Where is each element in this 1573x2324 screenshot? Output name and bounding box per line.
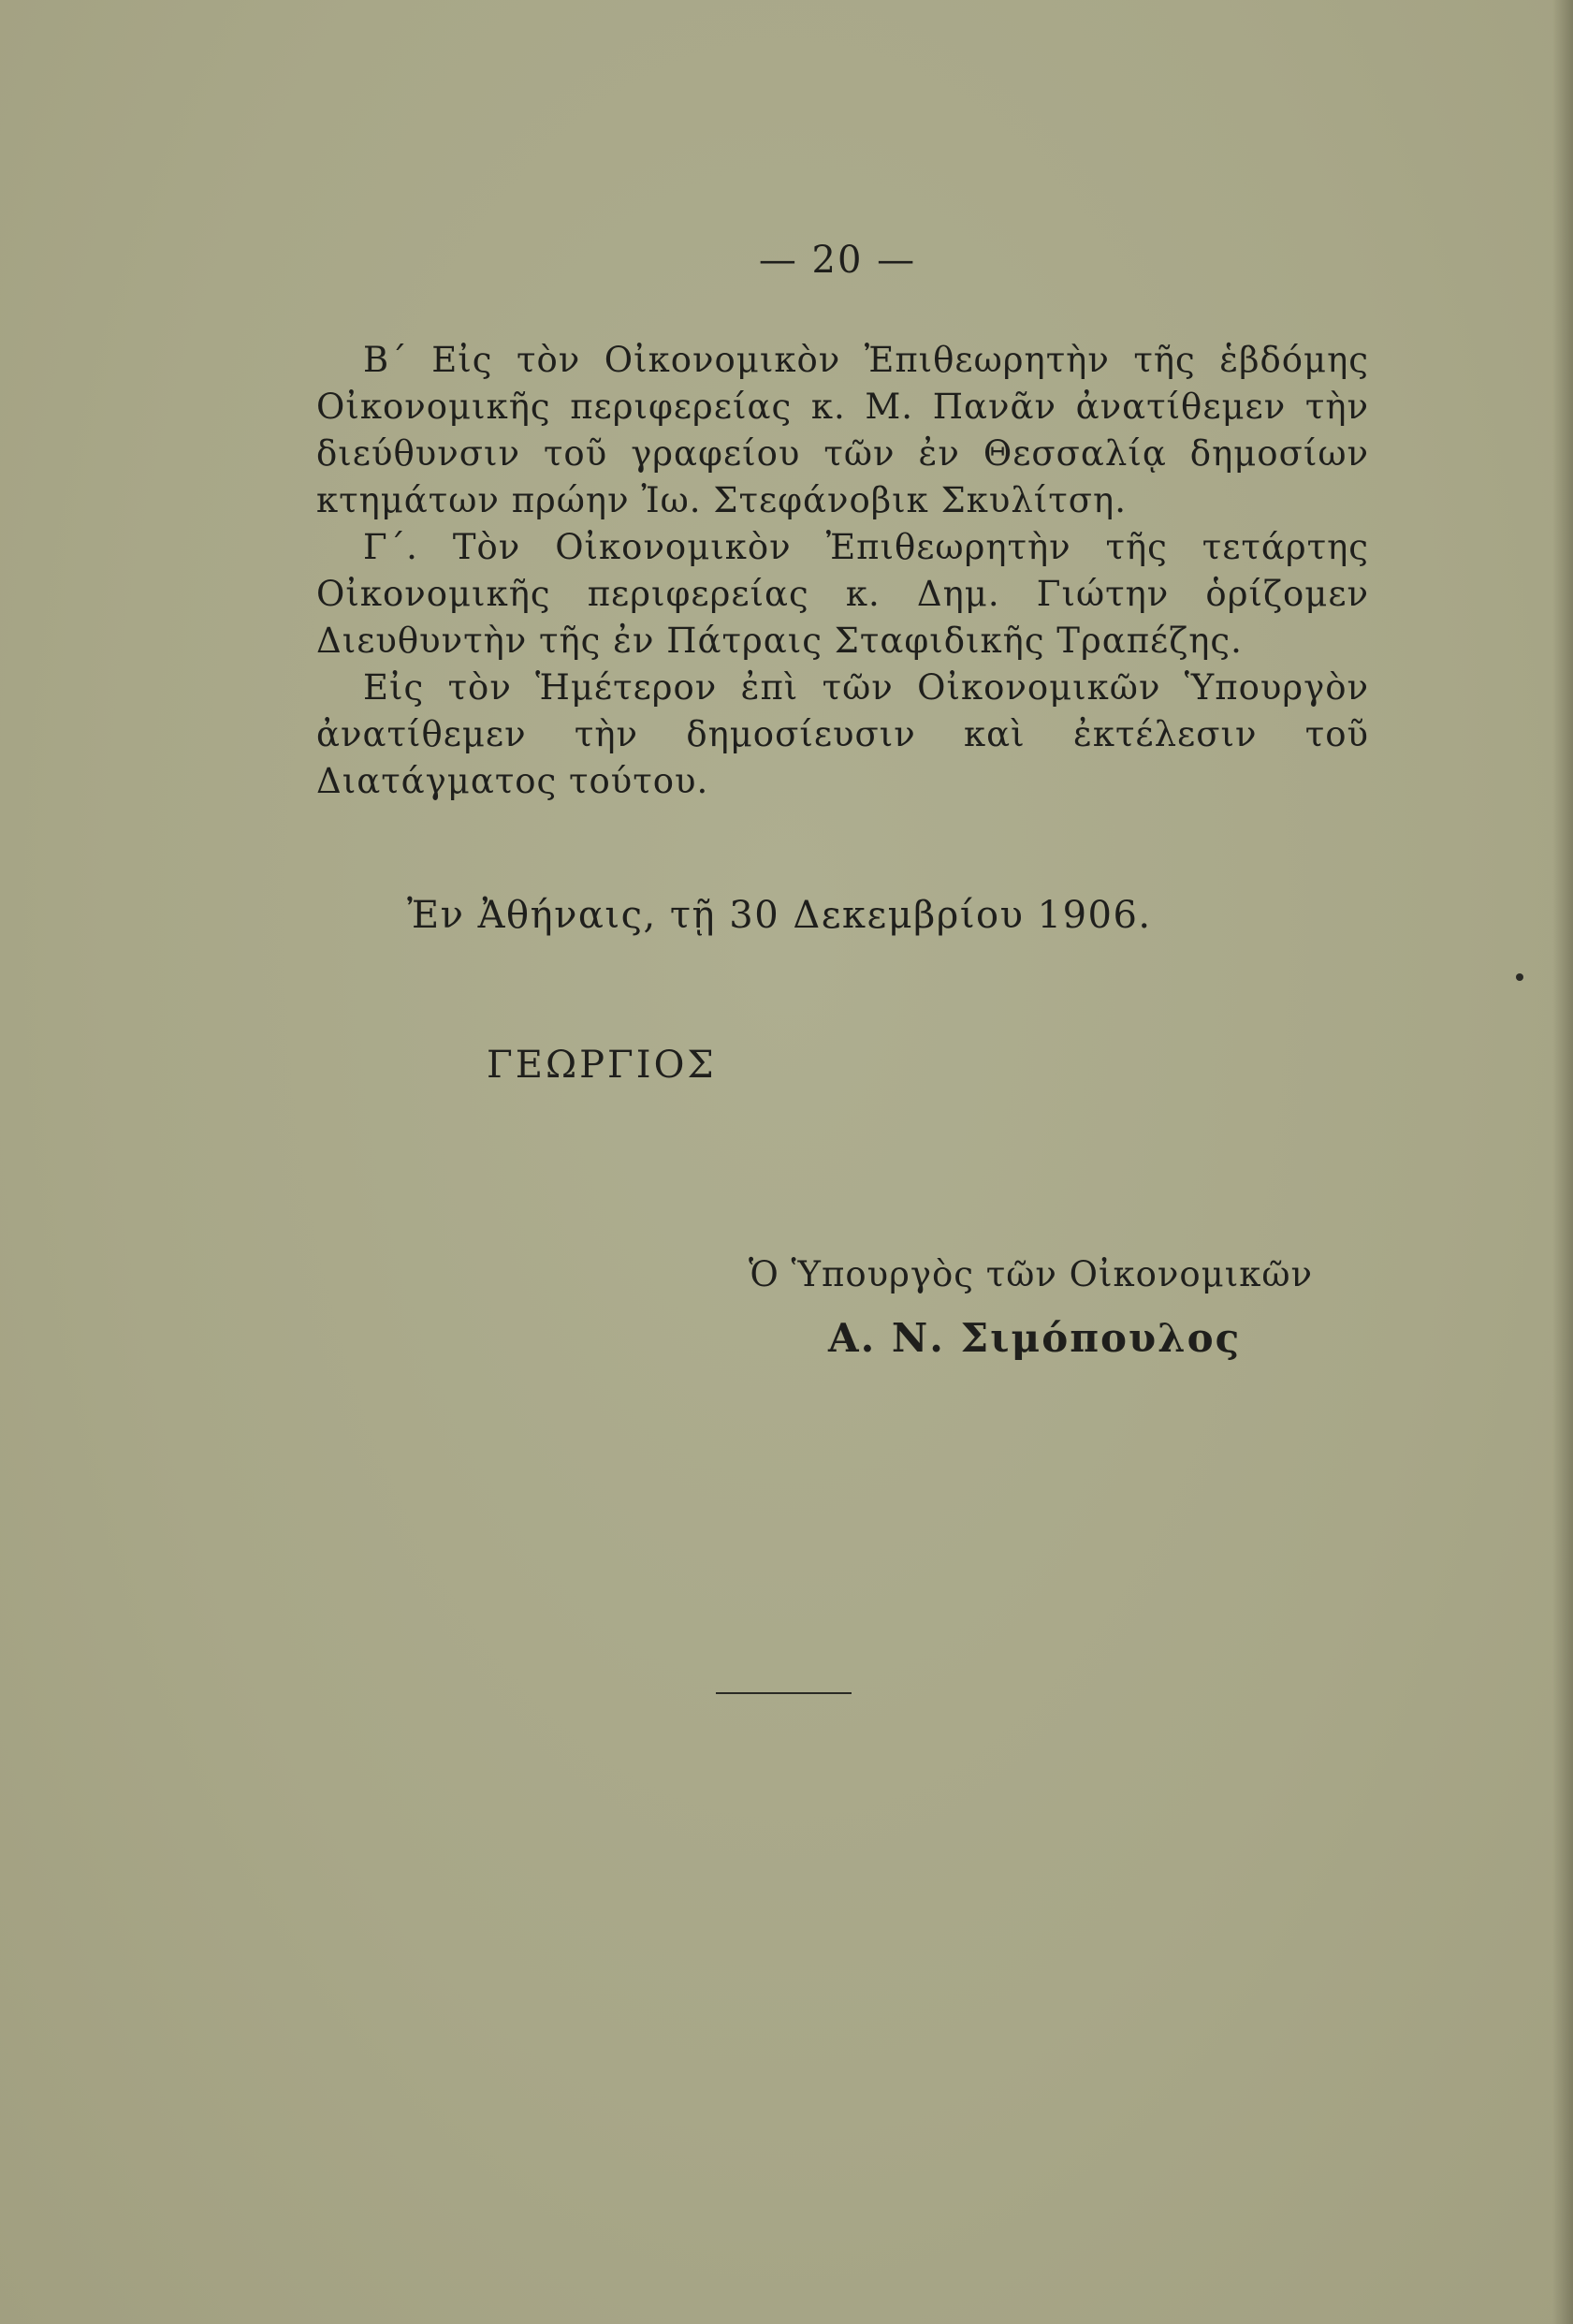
minister-title: Ὁ Ὑπουργὸς τῶν Οἰκονομικῶν <box>749 1254 1313 1294</box>
king-signature: ΓΕΩΡΓΙΟΣ <box>487 1044 717 1087</box>
minister-name: Α. Ν. Σιμόπουλος <box>828 1315 1242 1361</box>
date-line: Ἐν Ἀθήναις, τῇ 30 Δεκεμβρίου 1906. <box>407 894 1152 937</box>
paragraph-execution: Εἰς τὸν Ἡμέτερον ἐπὶ τῶν Οἰκονομικῶν Ὑπουργὸν ἀνατίθεμεν τὴν δημοσίευσιν καὶ ἐκτέλεσιν τοῦ Διατάγματος τούτου. <box>316 667 1369 801</box>
closing-rule <box>716 1692 852 1694</box>
paper-speck <box>1516 973 1523 981</box>
page-number: — 20 — <box>758 239 917 282</box>
paragraph-beta: Β΄ Εἰς τὸν Οἰκονομικὸν Ἐπιθεωρητὴν τῆς ἑβδόμης Οἰκονομικῆς περιφερείας κ. Μ. Πανᾶν ἀνατίθεμεν τὴν διεύθυνσιν τοῦ γραφείου τῶν ἐν Θεσσαλίᾳ δημοσίων κτημάτων πρώην Ἰω. Στεφάνοβικ Σκυλίτση. <box>316 340 1369 520</box>
paragraph-gamma: Γ΄. Τὸν Οἰκονομικὸν Ἐπιθεωρητὴν τῆς τετάρτης Οἰκονομικῆς περιφερείας κ. Δημ. Γιώτην ὁρίζομεν Διευθυντὴν τῆς ἐν Πάτραις Σταφιδικῆς Τραπέζης. <box>316 527 1369 661</box>
decree-body <box>316 337 1369 805</box>
page-edge-shadow <box>1552 0 1573 2324</box>
